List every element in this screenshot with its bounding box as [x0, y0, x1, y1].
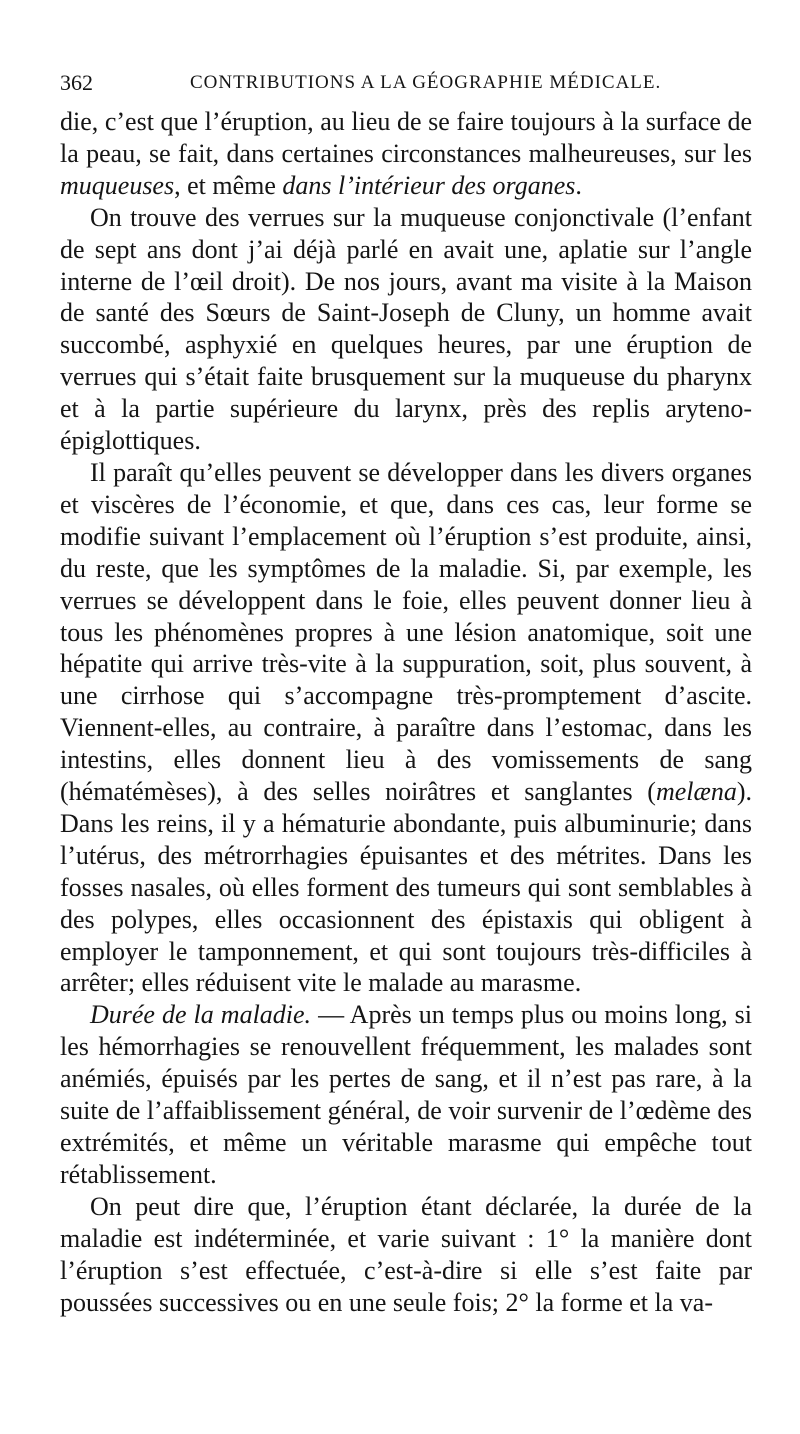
- paragraph: [60, 999, 752, 1190]
- text-segment: Il paraît qu’elles peuvent se développer dans les divers organes et viscères de l’économie, et que, dans ces cas, leur forme se modifie suivant l’emplacement où l’éruption s’est produite, ainsi, du reste, que les symptômes de la maladie. Si, par exemple, les verrues se développent dans le foie, elles peuvent donner lieu à tous les phénomènes propres à une lésion anatomique, soit une hépatite qui arrive très-vite à la suppuration, soit, plus souvent, à une cirrhose qui s’accompagne très-promptement d’ascite. Viennent-elles, au contraire, à paraître dans l’estomac, dans les intestins, elles donnent lieu à des vomissements de sang (hématémèses), à des selles noirâtres et sanglantes (: [60, 457, 752, 807]
- text-segment: On peut dire que, l’éruption étant déclarée, la durée de la maladie est indéterminée, et varie suivant : 1° la manière dont l’éruption s’est effectuée, c’est-à-dire si elle s’est faite par poussées successives ou en une seule fois; 2° la forme et la va-: [60, 1191, 752, 1317]
- text-segment: ). Dans les reins, il y a hématurie abondante, puis albuminurie; dans l’utérus, des métrorrhagies épuisantes et des métrites. Dans les fosses nasales, où elles forment des tumeurs qui sont semblables à des polypes, elles occasionnent des épistaxis qui obligent à employer le tamponnement, et qui sont toujours très-difficiles à arrêter; elles réduisent vite le malade au marasme.: [60, 777, 752, 998]
- paragraph: [60, 457, 752, 999]
- italic-text: muqueuses: [60, 170, 175, 200]
- paragraph: [60, 106, 752, 202]
- page-header: [60, 70, 750, 100]
- italic-text: melæna: [655, 777, 737, 807]
- body-text: [60, 106, 752, 1318]
- text-segment: — Après un temps plus ou moins long, si les hémorrhagies se renouvellent fréquemment, les malades sont anémiés, épuisés par les pertes de sang, et il n’est pas rare, à la suite de l’affaiblissement général, de voir survenir de l’œdème des extrémités, et même un véritable marasme qui empêche tout rétablissement.: [60, 1000, 752, 1189]
- text-segment: , et même: [174, 170, 283, 200]
- italic-text: dans l’intérieur des organes: [282, 170, 576, 200]
- paragraph: [60, 202, 752, 457]
- italic-text: Durée de la maladie.: [90, 1000, 312, 1030]
- text-segment: .: [575, 170, 582, 200]
- running-title: CONTRIBUTIONS A LA GÉOGRAPHIE MÉDICALE.: [190, 72, 662, 93]
- text-segment: On trouve des verrues sur la muqueuse conjonctivale (l’enfant de sept ans dont j’ai déjà parlé en avait une, aplatie sur l’angle interne de l’œil droit). De nos jours, avant ma visite à la Maison de santé des Sœurs de Saint-Joseph de Cluny, un homme avait succombé, asphyxié en quelques heures, par une éruption de verrues qui s’était faite brusquement sur la muqueuse du pharynx et à la partie supérieure du larynx, près des replis aryteno-épiglottiques.: [60, 202, 752, 456]
- text-segment: die, c’est que l’éruption, au lieu de se faire toujours à la surface de la peau, se fait, dans certaines circonstances malheureuses, sur les: [60, 107, 752, 168]
- paragraph: [60, 1191, 752, 1319]
- page-number: 362: [60, 70, 93, 95]
